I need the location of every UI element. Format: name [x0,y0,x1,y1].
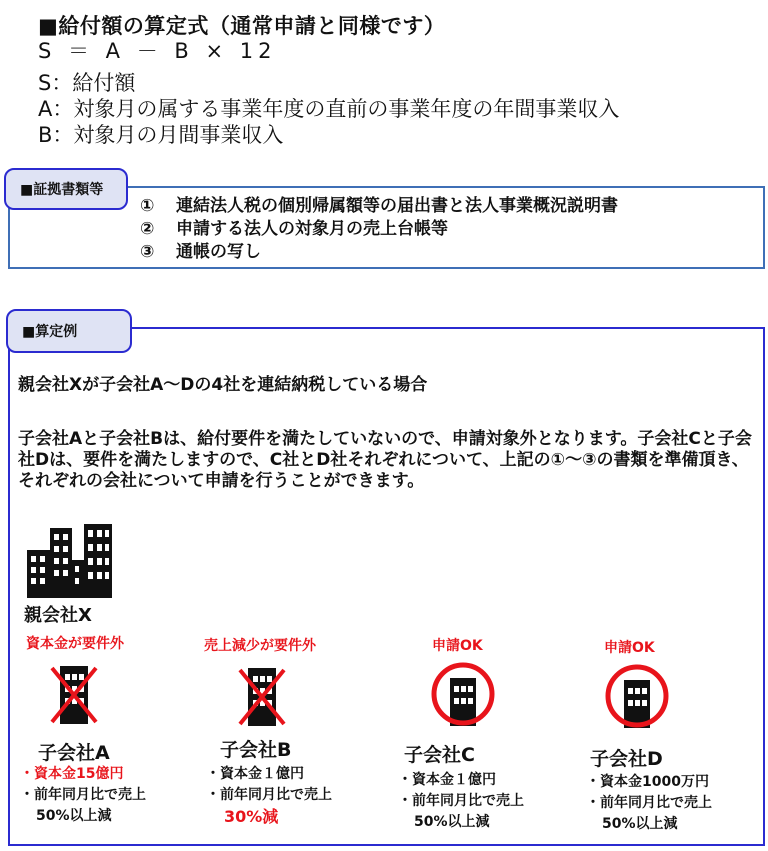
evidence-item-text: 連結法人税の個別帰属額等の届出書と法人事業概況説明書 [176,196,618,216]
evidence-item [140,218,448,241]
sales-detail: ・前年同月比で売上 [20,787,146,803]
definition-b: B：対象月の月間事業収入 [38,123,284,147]
parent-company-name: 親会社X [24,605,92,626]
subsidiary-c-status: 申請OK [432,638,483,654]
evidence-item [140,241,261,264]
capital-detail: ・資本金１億円 [206,766,304,782]
subsidiary-b-status: 売上減少が要件外 [204,638,316,654]
subsidiary-a-status: 資本金が要件外 [26,636,124,652]
subsidiary-d-details [586,772,712,835]
subsidiary-c-name: 子会社C [404,744,475,766]
office-buildings-icon [24,520,114,600]
evidence-item-number: ② [140,219,155,239]
decline-detail: 30%減 [224,807,279,826]
definition-a: A：対象月の属する事業年度の直前の事業年度の年間事業収入 [38,97,620,121]
evidence-item-text: 申請する法人の対象月の売上台帳等 [176,219,448,239]
example-tab: ■算定例 [6,309,132,353]
subsidiary-b-name: 子会社B [220,739,292,761]
formula-title: ■給付額の算定式（通常申請と同様です） [38,14,446,38]
subsidiary-b-details [206,764,332,827]
evidence-item-number: ① [140,196,155,216]
subsidiary-a-details [20,764,146,827]
definition-s: S：給付額 [38,71,136,95]
capital-detail: ・資本金1000万円 [586,774,709,790]
decline-detail: 50%以上減 [36,808,112,824]
building-crossed-icon [48,660,100,728]
capital-detail: ・資本金15億円 [20,766,124,782]
example-intro: 親会社Xが子会社A～Dの4社を連結納税している場合 [18,375,428,395]
sales-detail: ・前年同月比で売上 [206,787,332,803]
evidence-item-text: 通帳の写し [176,242,261,262]
building-approved-icon [602,658,672,734]
sales-detail: ・前年同月比で売上 [398,793,524,809]
capital-detail: ・資本金１億円 [398,772,496,788]
subsidiary-d-status: 申請OK [604,640,655,656]
building-crossed-icon [236,662,288,730]
subsidiary-a-name: 子会社A [38,742,110,764]
evidence-item [140,195,618,218]
decline-detail: 50%以上減 [414,814,490,830]
sales-detail: ・前年同月比で売上 [586,795,712,811]
formula-equation: S ＝ A － B × 12 [38,39,277,63]
subsidiary-c-details [398,770,524,833]
building-approved-icon [428,656,498,732]
evidence-tab: ■証拠書類等 [4,168,128,210]
example-body: 子会社Aと子会社Bは、給付要件を満たしていないので、申請対象外となります。子会社Cと子会社Dは、要件を満たしますので、C社とD社それぞれについて、上記の①～③の書類を準備頂き、それぞれの会社について申請を行うことができます。 [18,429,752,491]
subsidiary-d-name: 子会社D [590,748,663,770]
decline-detail: 50%以上減 [602,816,678,832]
evidence-item-number: ③ [140,242,155,262]
